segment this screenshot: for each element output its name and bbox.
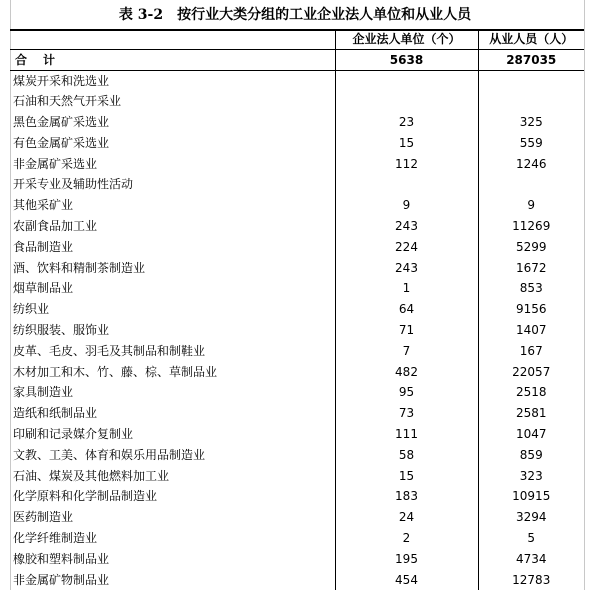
- table-row: [10, 320, 584, 341]
- table-row: [10, 91, 584, 112]
- industry-name-cell: 纺织服装、服饰业: [13, 322, 110, 337]
- staff-cell: 167: [478, 340, 584, 361]
- industry-name-cell: 黑色金属矿采选业: [13, 114, 110, 129]
- units-cell: 224: [335, 236, 478, 257]
- table-row: [10, 444, 584, 465]
- industry-name-cell: 烟草制品业: [13, 281, 74, 296]
- units-cell: 15: [335, 465, 478, 486]
- staff-cell: 559: [478, 132, 584, 153]
- industry-name-cell: 农副食品加工业: [13, 218, 98, 233]
- gridline: [584, 0, 585, 590]
- units-cell: 243: [335, 216, 478, 237]
- staff-cell: 22057: [478, 361, 584, 382]
- table-row: [10, 174, 584, 195]
- industry-name-cell: 橡胶和塑料制品业: [13, 551, 110, 566]
- total-row: [10, 49, 584, 70]
- staff-cell: [478, 70, 584, 91]
- table-row: [10, 236, 584, 257]
- units-cell: 95: [335, 382, 478, 403]
- units-cell: 73: [335, 403, 478, 424]
- industry-table: [10, 29, 584, 590]
- units-cell: 454: [335, 569, 478, 590]
- table-row: [10, 507, 584, 528]
- industry-name-cell: 开采专业及辅助性活动: [13, 177, 134, 192]
- staff-cell: 853: [478, 278, 584, 299]
- staff-cell: 1672: [478, 257, 584, 278]
- units-cell: 7: [335, 340, 478, 361]
- table-row: [10, 548, 584, 569]
- staff-cell: 12783: [478, 569, 584, 590]
- staff-cell: 11269: [478, 216, 584, 237]
- units-cell: 15: [335, 132, 478, 153]
- total-staff: 287035: [478, 49, 584, 70]
- industry-name-cell: 化学纤维制造业: [13, 530, 98, 545]
- industry-name-cell: 化学原料和化学制品制造业: [13, 489, 158, 504]
- staff-cell: [478, 91, 584, 112]
- table-row: [10, 340, 584, 361]
- industry-name-cell: 造纸和纸制品业: [13, 406, 98, 421]
- units-cell: 482: [335, 361, 478, 382]
- industry-name-cell: 食品制造业: [13, 239, 74, 254]
- staff-cell: 5: [478, 528, 584, 549]
- staff-cell: 859: [478, 444, 584, 465]
- industry-name-cell: 家具制造业: [13, 385, 74, 400]
- industry-name-cell: 皮革、毛皮、羽毛及其制品和制鞋业: [13, 343, 206, 358]
- units-cell: 23: [335, 112, 478, 133]
- staff-cell: 4734: [478, 548, 584, 569]
- units-cell: 183: [335, 486, 478, 507]
- total-units: 5638: [335, 49, 478, 70]
- staff-cell: 10915: [478, 486, 584, 507]
- table-row: [10, 403, 584, 424]
- units-column-header: 企业法人单位（个）: [335, 30, 478, 49]
- staff-cell: 1407: [478, 320, 584, 341]
- staff-cell: 2581: [478, 403, 584, 424]
- staff-cell: 5299: [478, 236, 584, 257]
- units-cell: 111: [335, 424, 478, 445]
- units-cell: [335, 91, 478, 112]
- staff-cell: 3294: [478, 507, 584, 528]
- industry-name-cell: 非金属矿采选业: [13, 156, 98, 171]
- units-cell: 58: [335, 444, 478, 465]
- staff-cell: 2518: [478, 382, 584, 403]
- units-cell: 9: [335, 195, 478, 216]
- industry-name-cell: 木材加工和木、竹、藤、棕、草制品业: [13, 364, 218, 379]
- industry-name-cell: 有色金属矿采选业: [13, 135, 110, 150]
- units-cell: 2: [335, 528, 478, 549]
- industry-name-cell: 酒、饮料和精制茶制造业: [13, 260, 146, 275]
- table-row: [10, 195, 584, 216]
- industry-name-cell: 印刷和记录媒介复制业: [13, 426, 134, 441]
- table-row: [10, 486, 584, 507]
- staff-cell: 1047: [478, 424, 584, 445]
- table-row: [10, 528, 584, 549]
- table-title: 表 3-2 按行业大类分组的工业企业法人单位和从业人员: [118, 7, 472, 23]
- staff-cell: 323: [478, 465, 584, 486]
- staff-cell: 9156: [478, 299, 584, 320]
- industry-column-header: [10, 30, 335, 49]
- table-row: [10, 70, 584, 91]
- units-cell: 71: [335, 320, 478, 341]
- table-row: [10, 569, 584, 590]
- table-row: [10, 382, 584, 403]
- industry-name-cell: 医药制造业: [13, 510, 74, 525]
- industry-name-cell: 石油和天然气开采业: [13, 94, 122, 109]
- table-body: [10, 49, 584, 590]
- units-cell: 24: [335, 507, 478, 528]
- staff-cell: 9: [478, 195, 584, 216]
- industry-name-cell: 石油、煤炭及其他燃料加工业: [13, 468, 170, 483]
- table-row: [10, 153, 584, 174]
- staff-cell: 325: [478, 112, 584, 133]
- units-cell: 64: [335, 299, 478, 320]
- units-cell: [335, 70, 478, 91]
- staff-column-header: 从业人员（人）: [478, 30, 584, 49]
- table-row: [10, 132, 584, 153]
- units-cell: 243: [335, 257, 478, 278]
- table-row: [10, 257, 584, 278]
- header-row: [10, 30, 584, 49]
- table-row: [10, 424, 584, 445]
- staff-cell: [478, 174, 584, 195]
- table-row: [10, 278, 584, 299]
- units-cell: 195: [335, 548, 478, 569]
- industry-name-cell: 文教、工美、体育和娱乐用品制造业: [13, 447, 206, 462]
- staff-cell: 1246: [478, 153, 584, 174]
- table-row: [10, 216, 584, 237]
- industry-name-cell: 煤炭开采和洗选业: [13, 73, 110, 88]
- units-cell: [335, 174, 478, 195]
- units-cell: 1: [335, 278, 478, 299]
- table-row: [10, 112, 584, 133]
- table-row: [10, 465, 584, 486]
- table-row: [10, 361, 584, 382]
- industry-name-cell: 其他采矿业: [13, 198, 74, 213]
- industry-name-cell: 纺织业: [13, 302, 50, 317]
- units-cell: 112: [335, 153, 478, 174]
- industry-name-cell: 非金属矿物制品业: [13, 572, 110, 587]
- table-row: [10, 299, 584, 320]
- total-label: 合计: [10, 49, 335, 70]
